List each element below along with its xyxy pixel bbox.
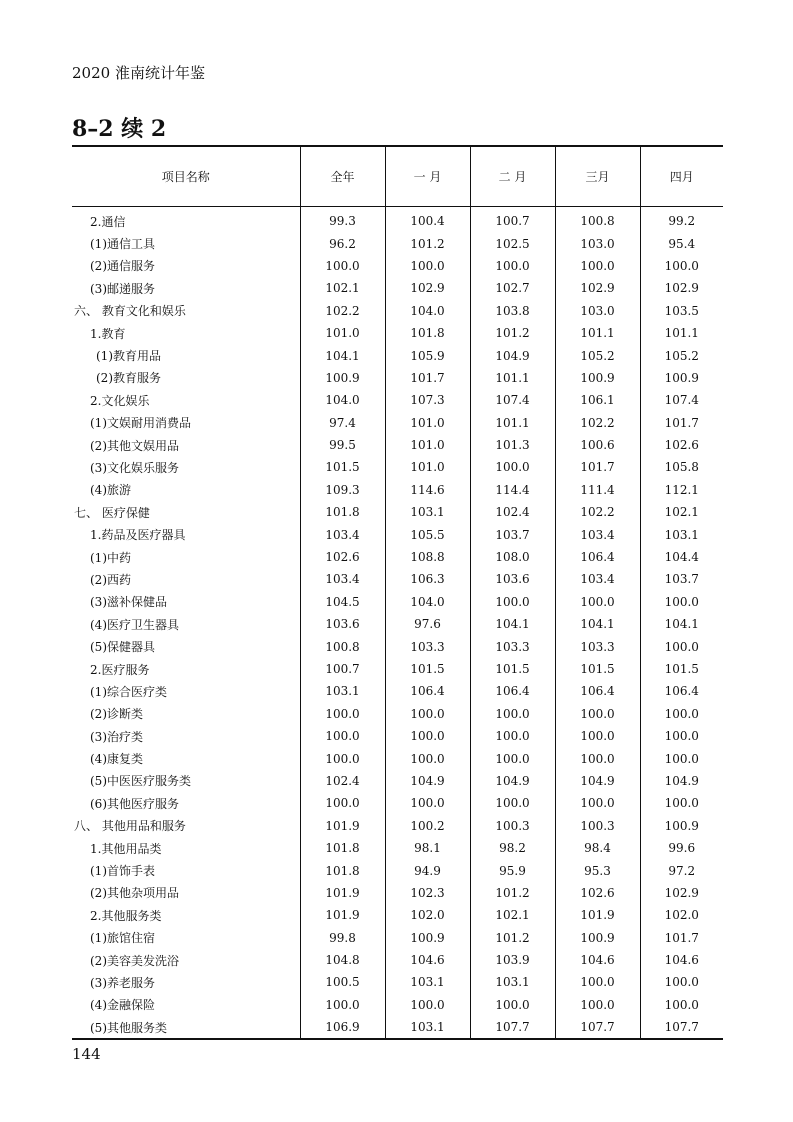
value-cell: 101.8: [300, 837, 385, 859]
statistics-table: [72, 145, 723, 1040]
value-cell: 107.7: [555, 1016, 640, 1039]
table-title: 8–2 续 2: [72, 116, 167, 142]
value-cell: 100.0: [385, 255, 470, 277]
table-row: [72, 971, 723, 993]
row-label: (4)康复类: [90, 752, 143, 767]
value-cell: 102.0: [640, 904, 723, 926]
value-cell: 101.5: [470, 658, 555, 680]
table-row: [72, 479, 723, 501]
value-cell: 104.0: [385, 591, 470, 613]
value-cell: 101.5: [640, 658, 723, 680]
value-cell: 100.9: [640, 815, 723, 837]
value-cell: 101.8: [300, 501, 385, 523]
value-cell: 101.9: [555, 904, 640, 926]
value-cell: 104.4: [640, 546, 723, 568]
value-cell: 101.3: [470, 434, 555, 456]
row-label: (4)旅游: [90, 483, 131, 498]
value-cell: 100.0: [385, 725, 470, 747]
table-row: [72, 904, 723, 926]
value-cell: 103.0: [555, 232, 640, 254]
table-header-row: [72, 146, 723, 207]
value-cell: 103.1: [385, 971, 470, 993]
running-header: 2020 淮南统计年鉴: [72, 64, 205, 82]
value-cell: 100.0: [385, 792, 470, 814]
value-cell: 100.0: [640, 703, 723, 725]
row-label: (3)邮递服务: [90, 281, 155, 296]
value-cell: 106.1: [555, 389, 640, 411]
row-label: (5)保健器具: [90, 640, 155, 655]
value-cell: 100.0: [300, 792, 385, 814]
column-header-april: 四月: [640, 146, 723, 207]
value-cell: 99.3: [300, 207, 385, 233]
value-cell: 100.0: [640, 255, 723, 277]
value-cell: 114.6: [385, 479, 470, 501]
value-cell: 100.0: [470, 456, 555, 478]
value-cell: 101.2: [470, 882, 555, 904]
value-cell: 106.4: [555, 546, 640, 568]
table-row: [72, 434, 723, 456]
value-cell: 105.2: [555, 344, 640, 366]
value-cell: 103.4: [555, 523, 640, 545]
value-cell: 100.0: [640, 971, 723, 993]
value-cell: 101.7: [385, 367, 470, 389]
value-cell: 100.9: [555, 367, 640, 389]
value-cell: 104.0: [385, 300, 470, 322]
value-cell: 100.0: [470, 792, 555, 814]
value-cell: 104.1: [555, 613, 640, 635]
column-header-january: 一 月: [385, 146, 470, 207]
row-label: (1)首饰手表: [90, 864, 155, 879]
value-cell: 102.1: [300, 277, 385, 299]
value-cell: 104.6: [640, 949, 723, 971]
value-cell: 104.6: [385, 949, 470, 971]
value-cell: 99.6: [640, 837, 723, 859]
row-label: (1)旅馆住宿: [90, 931, 155, 946]
value-cell: 100.0: [640, 635, 723, 657]
value-cell: 101.7: [640, 927, 723, 949]
row-label: (2)诊断类: [90, 707, 143, 722]
value-cell: 103.4: [300, 568, 385, 590]
row-label: (1)通信工具: [90, 237, 155, 252]
table-row: [72, 770, 723, 792]
value-cell: 100.5: [300, 971, 385, 993]
value-cell: 104.5: [300, 591, 385, 613]
table-row: [72, 501, 723, 523]
table-row: [72, 591, 723, 613]
value-cell: 114.4: [470, 479, 555, 501]
value-cell: 101.9: [300, 882, 385, 904]
row-label: 2.文化娱乐: [90, 393, 150, 408]
table-row: [72, 456, 723, 478]
value-cell: 104.9: [470, 770, 555, 792]
value-cell: 100.6: [555, 434, 640, 456]
value-cell: 100.0: [300, 703, 385, 725]
table-row: [72, 658, 723, 680]
row-label: (6)其他医疗服务: [90, 796, 179, 811]
value-cell: 100.0: [470, 994, 555, 1016]
table-row: [72, 882, 723, 904]
row-label: (5)其他服务类: [72, 1016, 300, 1039]
value-cell: 100.2: [385, 815, 470, 837]
table-row: [72, 703, 723, 725]
value-cell: 102.1: [470, 904, 555, 926]
row-label: (2)其他杂项用品: [90, 886, 179, 901]
value-cell: 100.0: [555, 971, 640, 993]
value-cell: 98.1: [385, 837, 470, 859]
table-row: [72, 815, 723, 837]
value-cell: 100.0: [555, 703, 640, 725]
value-cell: 103.8: [470, 300, 555, 322]
table-row: [72, 837, 723, 859]
value-cell: 101.5: [385, 658, 470, 680]
value-cell: 104.6: [555, 949, 640, 971]
table-row: [72, 523, 723, 545]
value-cell: 97.4: [300, 412, 385, 434]
row-label: (1)中药: [90, 550, 131, 565]
table-row: [72, 747, 723, 769]
value-cell: 100.7: [470, 207, 555, 233]
value-cell: 101.1: [640, 322, 723, 344]
value-cell: 100.9: [300, 367, 385, 389]
value-cell: 102.2: [555, 412, 640, 434]
value-cell: 101.0: [385, 412, 470, 434]
value-cell: 106.4: [470, 680, 555, 702]
value-cell: 101.0: [385, 456, 470, 478]
row-label: 2.通信: [90, 214, 126, 229]
table-row: [72, 207, 723, 233]
value-cell: 104.9: [555, 770, 640, 792]
value-cell: 97.2: [640, 859, 723, 881]
value-cell: 95.3: [555, 859, 640, 881]
value-cell: 95.9: [470, 859, 555, 881]
value-cell: 95.4: [640, 232, 723, 254]
value-cell: 101.7: [555, 456, 640, 478]
value-cell: 102.5: [470, 232, 555, 254]
row-label: (5)中医医疗服务类: [90, 774, 191, 789]
value-cell: 100.0: [470, 591, 555, 613]
value-cell: 104.1: [300, 344, 385, 366]
value-cell: 104.9: [385, 770, 470, 792]
column-header-february: 二 月: [470, 146, 555, 207]
table-row: [72, 546, 723, 568]
table-row: [72, 322, 723, 344]
value-cell: 100.0: [555, 792, 640, 814]
value-cell: 100.0: [300, 725, 385, 747]
column-header-item-name: 项目名称: [72, 146, 300, 207]
value-cell: 102.2: [300, 300, 385, 322]
value-cell: 103.1: [470, 971, 555, 993]
value-cell: 99.5: [300, 434, 385, 456]
value-cell: 101.2: [385, 232, 470, 254]
value-cell: 100.8: [300, 635, 385, 657]
value-cell: 103.4: [300, 523, 385, 545]
value-cell: 104.1: [470, 613, 555, 635]
row-label: 2.其他服务类: [90, 908, 162, 923]
value-cell: 100.0: [385, 703, 470, 725]
value-cell: 94.9: [385, 859, 470, 881]
row-label: (2)美容美发洗浴: [90, 953, 179, 968]
table-body: [72, 207, 723, 1040]
value-cell: 101.9: [300, 904, 385, 926]
row-label: (3)滋补保健品: [90, 595, 167, 610]
value-cell: 103.1: [640, 523, 723, 545]
value-cell: 97.6: [385, 613, 470, 635]
table-row: [72, 300, 723, 322]
value-cell: 103.1: [385, 1016, 470, 1039]
value-cell: 103.0: [555, 300, 640, 322]
row-label: (3)养老服务: [90, 975, 155, 990]
value-cell: 107.3: [385, 389, 470, 411]
value-cell: 99.8: [300, 927, 385, 949]
value-cell: 100.3: [470, 815, 555, 837]
value-cell: 103.3: [555, 635, 640, 657]
row-label: 2.医疗服务: [90, 662, 150, 677]
row-label: (3)文化娱乐服务: [90, 460, 179, 475]
value-cell: 100.0: [555, 725, 640, 747]
value-cell: 98.4: [555, 837, 640, 859]
value-cell: 102.7: [470, 277, 555, 299]
value-cell: 100.9: [555, 927, 640, 949]
value-cell: 104.9: [640, 770, 723, 792]
value-cell: 98.2: [470, 837, 555, 859]
value-cell: 101.2: [470, 927, 555, 949]
value-cell: 103.7: [640, 568, 723, 590]
table-row: [72, 277, 723, 299]
value-cell: 100.0: [640, 994, 723, 1016]
value-cell: 102.2: [555, 501, 640, 523]
value-cell: 100.0: [555, 994, 640, 1016]
value-cell: 103.3: [385, 635, 470, 657]
row-label: 六、 教育文化和娱乐: [74, 304, 186, 319]
value-cell: 102.3: [385, 882, 470, 904]
table-row: [72, 367, 723, 389]
table-row: [72, 412, 723, 434]
value-cell: 107.4: [470, 389, 555, 411]
row-label: 八、 其他用品和服务: [74, 819, 186, 834]
value-cell: 101.1: [555, 322, 640, 344]
value-cell: 100.0: [555, 747, 640, 769]
value-cell: 103.1: [385, 501, 470, 523]
value-cell: 102.6: [640, 434, 723, 456]
value-cell: 100.0: [470, 725, 555, 747]
column-header-full-year: 全年: [300, 146, 385, 207]
row-label: (4)金融保险: [90, 998, 155, 1013]
value-cell: 108.0: [470, 546, 555, 568]
table-row: [72, 344, 723, 366]
value-cell: 100.0: [640, 747, 723, 769]
value-cell: 103.4: [555, 568, 640, 590]
table-row: [72, 859, 723, 881]
value-cell: 112.1: [640, 479, 723, 501]
value-cell: 103.6: [300, 613, 385, 635]
value-cell: 100.0: [300, 747, 385, 769]
table-row: [72, 389, 723, 411]
table-row: [72, 255, 723, 277]
value-cell: 102.9: [555, 277, 640, 299]
value-cell: 100.0: [640, 792, 723, 814]
value-cell: 100.8: [555, 207, 640, 233]
value-cell: 106.4: [555, 680, 640, 702]
value-cell: 102.4: [300, 770, 385, 792]
row-label: 1.教育: [90, 326, 126, 341]
row-label: (3)治疗类: [90, 729, 143, 744]
value-cell: 100.0: [300, 994, 385, 1016]
value-cell: 106.4: [640, 680, 723, 702]
value-cell: 100.0: [470, 255, 555, 277]
value-cell: 106.4: [385, 680, 470, 702]
row-label: (2)通信服务: [90, 259, 155, 274]
value-cell: 105.8: [640, 456, 723, 478]
row-label: (2)西药: [90, 572, 131, 587]
row-label: (4)医疗卫生器具: [90, 617, 179, 632]
value-cell: 103.9: [470, 949, 555, 971]
row-label: 七、 医疗保健: [74, 505, 150, 520]
value-cell: 101.7: [640, 412, 723, 434]
row-label: 1.其他用品类: [90, 841, 162, 856]
value-cell: 101.0: [385, 434, 470, 456]
value-cell: 102.6: [300, 546, 385, 568]
value-cell: 99.2: [640, 207, 723, 233]
value-cell: 104.8: [300, 949, 385, 971]
value-cell: 96.2: [300, 232, 385, 254]
value-cell: 100.0: [555, 255, 640, 277]
value-cell: 100.0: [555, 591, 640, 613]
column-header-march: 三月: [555, 146, 640, 207]
value-cell: 100.0: [385, 994, 470, 1016]
value-cell: 101.8: [300, 859, 385, 881]
table-row: [72, 792, 723, 814]
row-label: 1.药品及医疗器具: [90, 528, 186, 543]
value-cell: 100.9: [385, 927, 470, 949]
value-cell: 100.7: [300, 658, 385, 680]
statistics-table-container: [72, 145, 723, 1040]
row-label: (2)教育服务: [96, 371, 161, 386]
value-cell: 101.1: [470, 412, 555, 434]
value-cell: 105.9: [385, 344, 470, 366]
value-cell: 104.9: [470, 344, 555, 366]
table-row: [72, 613, 723, 635]
table-row: [72, 994, 723, 1016]
value-cell: 100.0: [385, 747, 470, 769]
table-row: [72, 680, 723, 702]
row-label: (1)综合医疗类: [90, 684, 167, 699]
value-cell: 102.6: [555, 882, 640, 904]
value-cell: 102.0: [385, 904, 470, 926]
value-cell: 102.9: [385, 277, 470, 299]
table-row: [72, 568, 723, 590]
row-label: (2)其他文娱用品: [90, 438, 179, 453]
value-cell: 107.7: [470, 1016, 555, 1039]
value-cell: 104.1: [640, 613, 723, 635]
value-cell: 100.0: [640, 591, 723, 613]
value-cell: 102.9: [640, 277, 723, 299]
value-cell: 103.7: [470, 523, 555, 545]
value-cell: 101.1: [470, 367, 555, 389]
value-cell: 103.5: [640, 300, 723, 322]
row-label: (1)教育用品: [96, 349, 161, 364]
value-cell: 105.5: [385, 523, 470, 545]
table-row: [72, 927, 723, 949]
value-cell: 101.9: [300, 815, 385, 837]
value-cell: 106.3: [385, 568, 470, 590]
value-cell: 105.2: [640, 344, 723, 366]
value-cell: 109.3: [300, 479, 385, 501]
value-cell: 108.8: [385, 546, 470, 568]
value-cell: 101.5: [555, 658, 640, 680]
value-cell: 100.9: [640, 367, 723, 389]
value-cell: 101.2: [470, 322, 555, 344]
value-cell: 100.0: [470, 747, 555, 769]
page-number: 144: [72, 1045, 101, 1063]
value-cell: 106.9: [300, 1016, 385, 1039]
value-cell: 111.4: [555, 479, 640, 501]
value-cell: 100.3: [555, 815, 640, 837]
value-cell: 100.0: [470, 703, 555, 725]
table-row: [72, 232, 723, 254]
value-cell: 102.1: [640, 501, 723, 523]
value-cell: 107.7: [640, 1016, 723, 1039]
value-cell: 100.0: [300, 255, 385, 277]
table-row: [72, 949, 723, 971]
row-label: (1)文娱耐用消费品: [90, 416, 191, 431]
table-row: [72, 635, 723, 657]
value-cell: 100.0: [640, 725, 723, 747]
value-cell: 104.0: [300, 389, 385, 411]
value-cell: 107.4: [640, 389, 723, 411]
value-cell: 101.8: [385, 322, 470, 344]
table-row: [72, 725, 723, 747]
table-row: [72, 1016, 723, 1039]
value-cell: 101.0: [300, 322, 385, 344]
value-cell: 103.1: [300, 680, 385, 702]
value-cell: 102.4: [470, 501, 555, 523]
value-cell: 101.5: [300, 456, 385, 478]
value-cell: 103.6: [470, 568, 555, 590]
value-cell: 100.4: [385, 207, 470, 233]
value-cell: 103.3: [470, 635, 555, 657]
value-cell: 102.9: [640, 882, 723, 904]
